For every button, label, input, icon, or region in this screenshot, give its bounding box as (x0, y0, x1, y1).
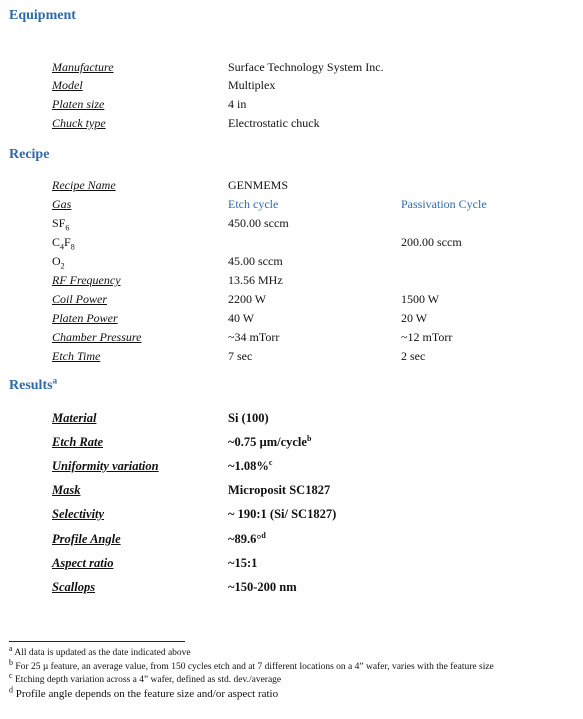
etch-time-etch: 7 sec (228, 349, 253, 363)
aspect-ratio-label: Aspect ratio (52, 556, 114, 570)
uniformity-variation-label: Uniformity variation (52, 459, 159, 473)
equipment-heading: Equipment (9, 8, 76, 23)
chamber-pressure-passivation: ~12 mTorr (401, 330, 453, 344)
selectivity-value: ~ 190:1 (Si/ SC1827) (228, 507, 337, 521)
scallops-label: Scallops (52, 580, 96, 594)
c4f8-label: $C_4F_8$ (52, 235, 75, 252)
manufacture-value: Surface Technology System Inc. (228, 60, 384, 74)
selectivity-label: Selectivity (52, 507, 105, 521)
chuck-type-label: Chuck type (52, 116, 106, 130)
platen-power-passivation: 20 W (401, 311, 428, 325)
aspect-ratio-value: ~15:1 (228, 556, 258, 570)
etch-rate-value: ~0.75 µm/cycle$^b$ (228, 433, 312, 449)
coil-power-passivation: 1500 W (401, 292, 440, 306)
o2-label: $O_2$ (52, 254, 65, 271)
footnote-b: $^b$ For 25 µ feature, an average value, from 150 cycles etch and at 7 different locations on a 4” wafer, varies with the feature size (9, 657, 494, 672)
footnote-c: $^c$ Etching depth variation across a 4” wafer, defined as std. dev./average (9, 670, 282, 685)
gas-label: Gas (52, 197, 72, 211)
manufacture-label: Manufacture (52, 60, 114, 74)
footnote-d: $^d$ Profile angle depends on the feature size and/or aspect ratio (9, 685, 279, 700)
platen-size-value: 4 in (228, 97, 247, 111)
platen-size-label: Platen size (52, 97, 105, 111)
model-value: Multiplex (228, 78, 276, 92)
chuck-type-value: Electrostatic chuck (228, 116, 320, 130)
o2-etch-value: 45.00 sccm (228, 254, 283, 268)
sf6-label: $SF_6$ (52, 216, 70, 233)
chamber-pressure-etch: ~34 mTorr (228, 330, 280, 344)
footnote-divider (9, 641, 185, 642)
chamber-pressure-label: Chamber Pressure (52, 330, 142, 344)
material-value: Si (100) (228, 411, 269, 425)
platen-power-etch: 40 W (228, 311, 255, 325)
mask-label: Mask (52, 483, 81, 497)
recipe-heading: Recipe (9, 147, 50, 162)
coil-power-label: Coil Power (52, 292, 108, 306)
results-heading: Results$^a$ (9, 375, 58, 393)
c4f8-passivation-value: 200.00 sccm (401, 235, 462, 249)
profile-angle-value: ~89.6°$^d$ (228, 530, 266, 546)
scallops-value: ~150-200 nm (228, 580, 297, 594)
rf-frequency-label: RF Frequency (52, 273, 121, 287)
coil-power-etch: 2200 W (228, 292, 267, 306)
etch-time-passivation: 2 sec (401, 349, 426, 363)
etch-rate-label: Etch Rate (52, 435, 104, 449)
passivation-cycle-header: Passivation Cycle (401, 197, 487, 211)
rf-frequency-etch: 13.56 MHz (228, 273, 283, 287)
platen-power-label: Platen Power (52, 311, 118, 325)
footnote-a: $^a$ All data is updated as the date indicated above (9, 643, 191, 658)
etch-time-label: Etch Time (52, 349, 101, 363)
sf6-etch-value: 450.00 sccm (228, 216, 289, 230)
recipe-name-value: GENMEMS (228, 178, 289, 192)
material-label: Material (52, 411, 97, 425)
etch-cycle-header: Etch cycle (228, 197, 279, 211)
uniformity-variation-value: ~1.08%$^c$ (228, 457, 273, 473)
mask-value: Microposit SC1827 (228, 483, 331, 497)
model-label: Model (52, 78, 83, 92)
profile-angle-label: Profile Angle (52, 532, 121, 546)
recipe-name-label: Recipe Name (52, 178, 116, 192)
